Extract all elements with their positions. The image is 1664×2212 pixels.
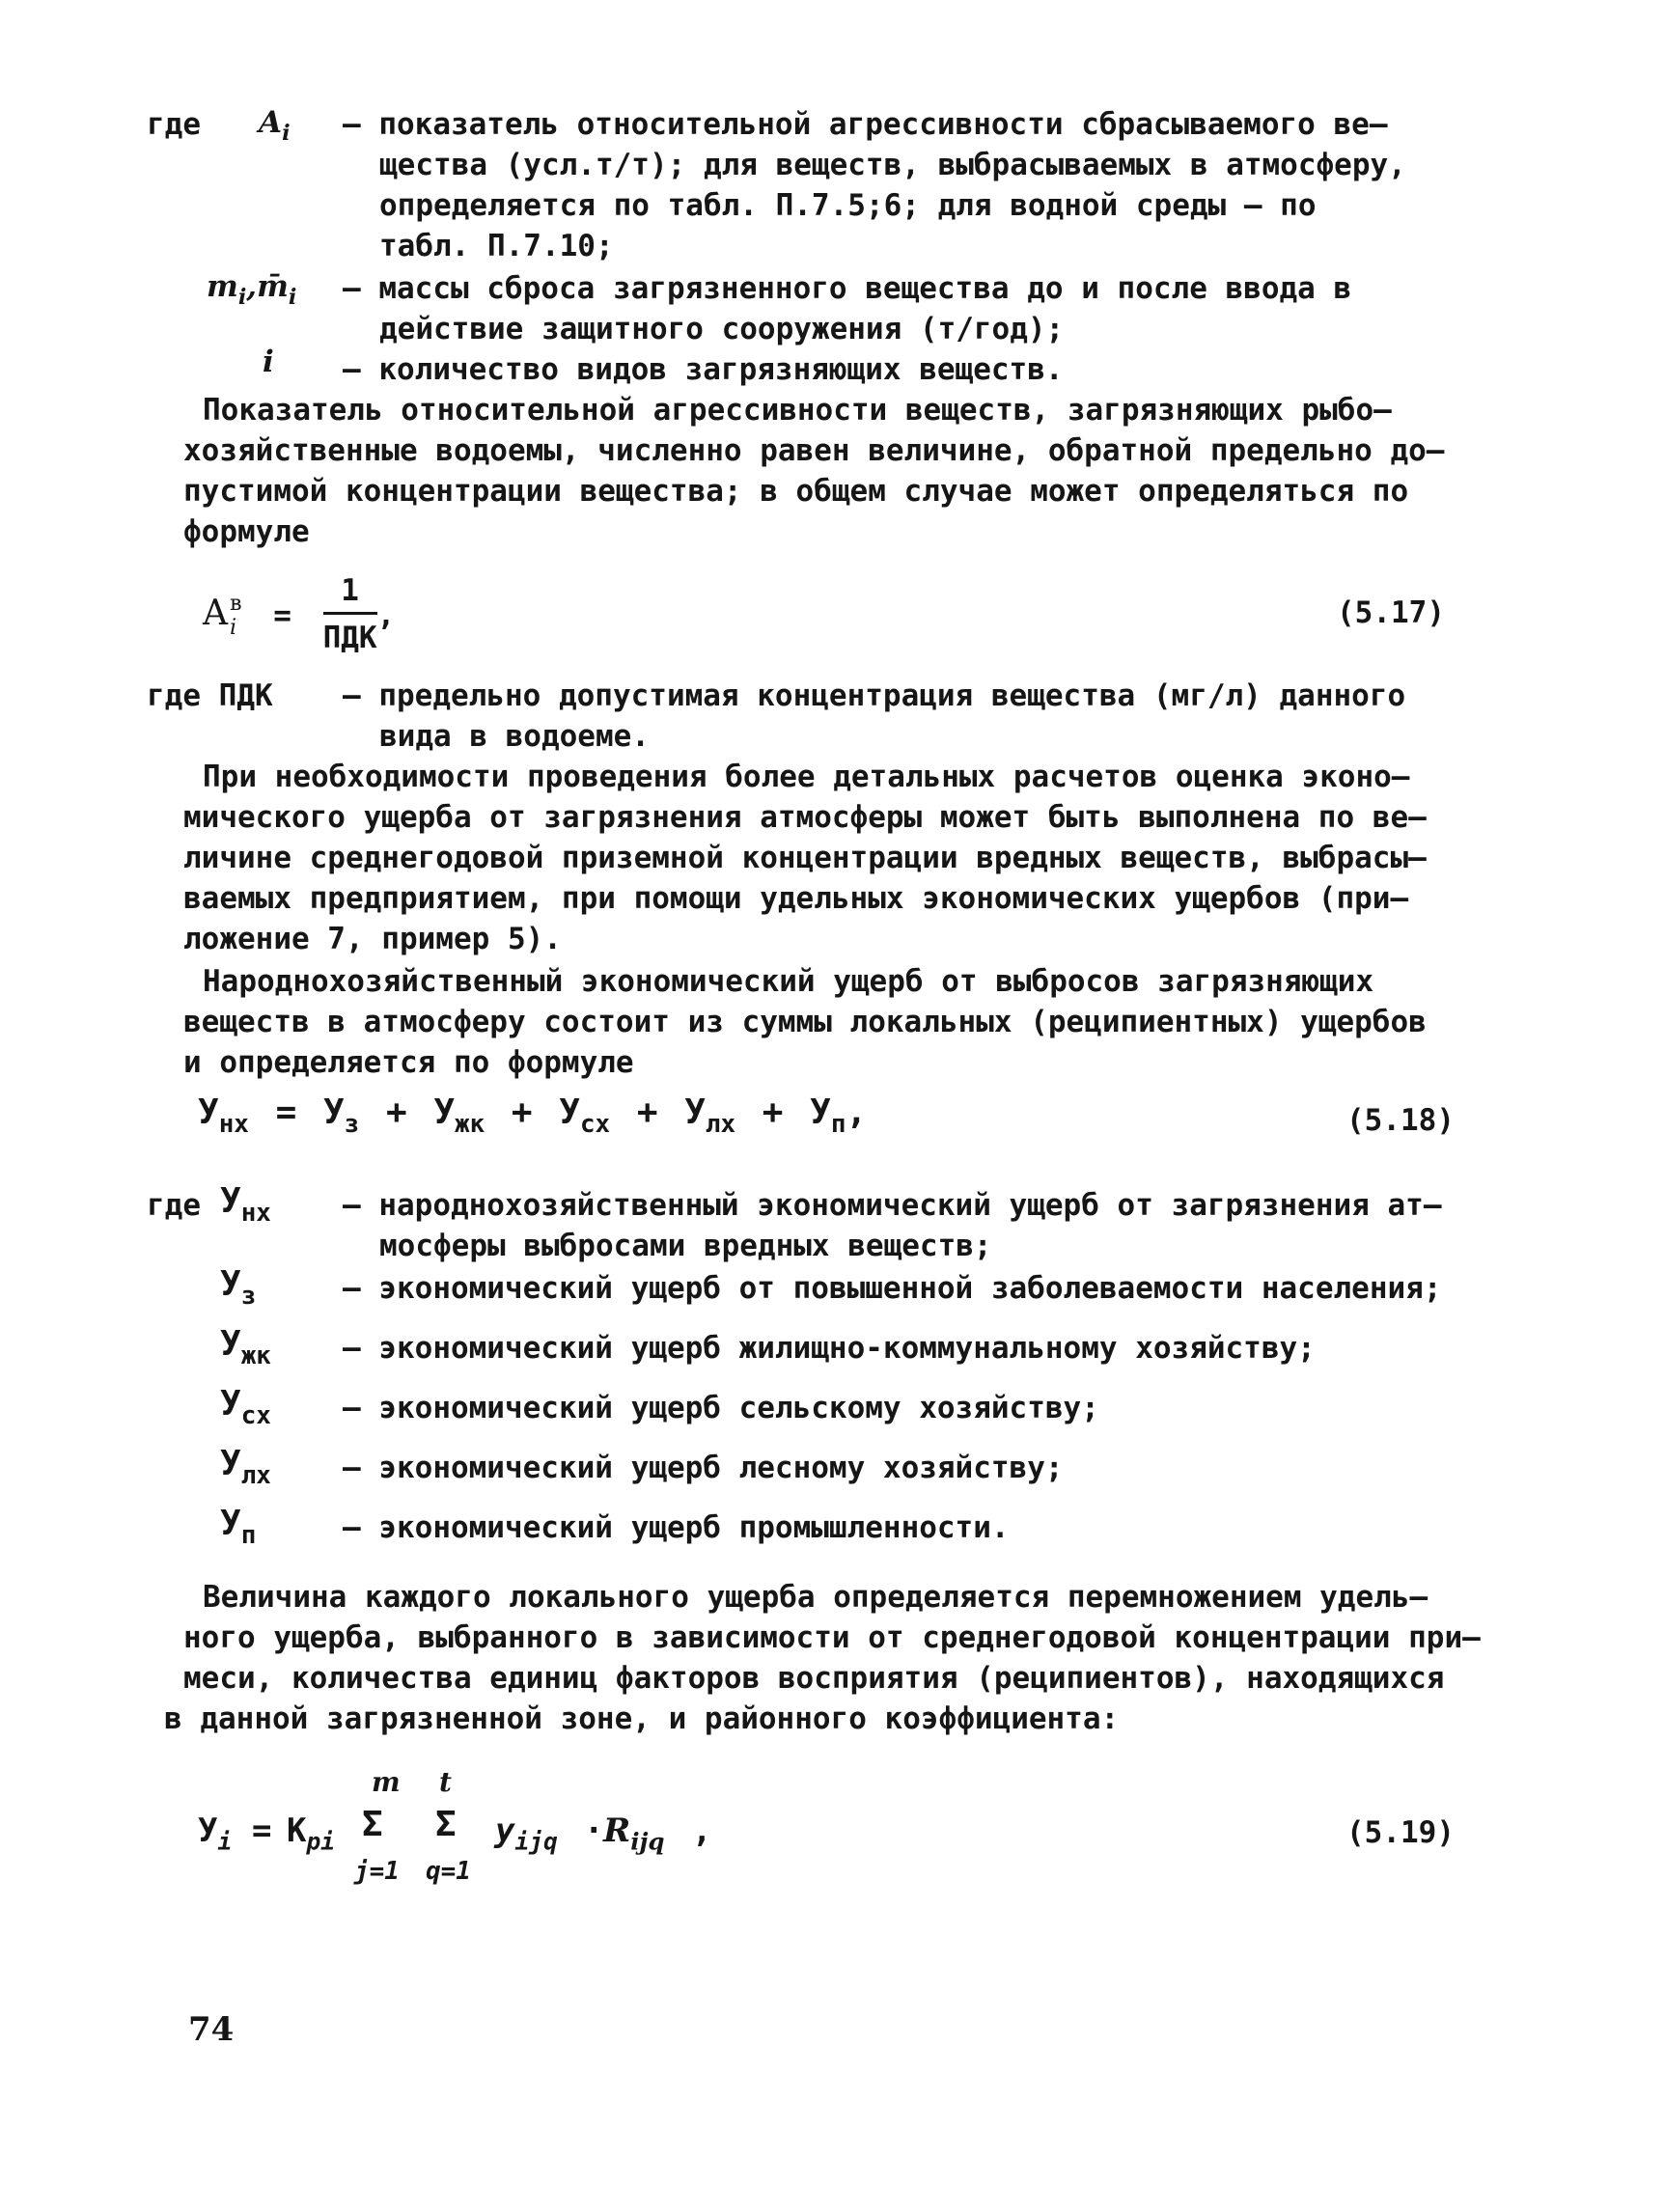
paragraph-line: мического ущерба от загрязнения атмосферы может быть выполнена по ве– [183, 800, 1427, 835]
eq-equals: = [252, 1811, 272, 1850]
eq-y-term: $y_{ijq}$ [495, 1811, 558, 1856]
def-line: – экономический ущерб промышленности. [343, 1510, 1010, 1545]
paragraph-line: При необходимости проведения более детальных расчетов оценка эконо– [203, 760, 1410, 794]
eq-operator: + [511, 1092, 533, 1132]
def-line: – предельно допустимая концентрация вещества (мг/л) данного [343, 678, 1406, 713]
def-line: табл. П.7.10; [379, 229, 614, 263]
def-line: – народнохозяйственный экономический ущерб от загрязнения ат– [343, 1188, 1442, 1223]
fraction-denominator: ПДК [322, 621, 377, 655]
symbol-u-sh: $У_{сх}$ [220, 1384, 271, 1431]
def-line: – экономический ущерб сельскому хозяйству; [343, 1391, 1099, 1425]
def-line: мосферы выбросами вредных веществ; [379, 1229, 992, 1263]
sum-lower-limit: j=1 [354, 1857, 400, 1886]
paragraph-line: в данной загрязненной зоне, и районного коэффициента: [164, 1701, 1120, 1736]
def-line: вида в водоеме. [379, 719, 650, 754]
eq-term: $У_{лх}$ [684, 1092, 736, 1140]
equation-5-18 [198, 1092, 867, 1145]
eq-dot: · [584, 1811, 604, 1850]
eq-operator: + [636, 1092, 658, 1132]
paragraph-line: и определяется по формуле [183, 1045, 634, 1080]
sum-upper-limit: t [439, 1766, 452, 1798]
def-line: – количество видов загрязняющих веществ. [343, 352, 1064, 387]
def-line: действие защитного сооружения (т/год); [379, 312, 1065, 346]
paragraph-line: меси, количества единиц факторов восприятия (реципиентов), находящихся [183, 1661, 1445, 1696]
def-line: – экономический ущерб жилищно-коммунальному хозяйству; [343, 1331, 1316, 1366]
fraction [323, 569, 377, 661]
paragraph-line: ного ущерба, выбранного в зависимости от среднегодовой концентрации при– [183, 1620, 1481, 1655]
eq-tail: , [376, 597, 396, 633]
paragraph-line: Величина каждого локального ущерба определяется перемножением удель– [203, 1580, 1428, 1615]
eq-k: $К_{рi}$ [287, 1811, 335, 1856]
eq-lhs: $У_i$ [198, 1811, 233, 1856]
paragraph-line: хозяйственные водоемы, численно равен величине, обратной предельно до– [183, 433, 1445, 468]
def-line: – массы сброса загрязненного вещества до и после ввода в [343, 271, 1352, 306]
equation-label-5-19: (5.19) [1346, 1815, 1455, 1850]
paragraph-line: ложение 7, пример 5). [183, 922, 562, 956]
eq-operator: , [846, 1092, 868, 1132]
equation-5-17 [203, 569, 395, 676]
paragraph-2 [183, 757, 1427, 959]
symbol-u-lh: $У_{лх}$ [220, 1444, 271, 1491]
where-label: где [147, 107, 201, 142]
sum-lower-limit: q=1 [426, 1857, 471, 1886]
paragraph-line: пустимой концентрации вещества; в общем случае может определяться по [183, 474, 1409, 509]
symbol-i: i [263, 345, 274, 379]
fraction-numerator: 1 [323, 569, 377, 615]
eq-term: $У_з$ [322, 1092, 360, 1140]
paragraph-line: формуле [183, 514, 310, 549]
eq-r-term: $R_{ijq}$ [603, 1811, 665, 1856]
eq-term: $У_{жк}$ [433, 1092, 485, 1140]
def-line: щества (усл.т/т); для веществ, выбрасываемых в атмосферу, [379, 148, 1406, 182]
paragraph-line: веществ в атмосферу состоит из суммы локальных (реципиентных) ущербов [183, 1005, 1427, 1039]
page-number: 74 [188, 2010, 235, 2049]
symbol-m-i: $m_i,m̄_i$ [207, 269, 297, 310]
paragraph-line: личине среднегодовой приземной концентрации вредных веществ, выбрасы– [183, 841, 1427, 875]
paragraph-line: Народнохозяйственный экономический ущерб от выбросов загрязняющих [203, 964, 1374, 999]
paragraph-line: Показатель относительной агрессивности веществ, загрязняющих рыбо– [203, 393, 1392, 428]
eq-operator: + [762, 1092, 784, 1132]
def-line: – экономический ущерб от повышенной заболеваемости населения; [343, 1271, 1442, 1306]
paragraph-line: ваемых предприятием, при помощи удельных экономических ущербов (при– [183, 881, 1409, 916]
eq-term: $У_{сх}$ [559, 1092, 611, 1140]
equation-label-5-18: (5.18) [1346, 1103, 1455, 1138]
eq-operator: = [275, 1092, 297, 1132]
paragraph-1 [183, 390, 1444, 552]
eq-term: $У_п$ [810, 1092, 846, 1140]
symbol-u-zhk: $У_{жк}$ [220, 1324, 271, 1371]
paragraph-3 [183, 961, 1427, 1083]
symbol-u-p: $У_п$ [220, 1504, 257, 1551]
paragraph-4 [164, 1577, 1481, 1739]
eq-operator: + [385, 1092, 407, 1132]
def-line: – экономический ущерб лесному хозяйству; [343, 1451, 1064, 1485]
equation-label-5-17: (5.17) [1337, 595, 1445, 630]
where-label: где ПДК [147, 678, 273, 713]
eq-tail: , [692, 1811, 712, 1850]
symbol-u-z: $У_з$ [220, 1264, 257, 1312]
eq-equals: = [273, 597, 291, 633]
eq-term: $У_{нх}$ [198, 1092, 249, 1140]
where-label: где [147, 1188, 201, 1223]
symbol-u-nh: $У_{нх}$ [220, 1181, 271, 1229]
sum-upper-limit: m [372, 1766, 401, 1798]
sigma-symbol: Σ [362, 1805, 383, 1844]
sigma-symbol: Σ [435, 1805, 457, 1844]
def-line: – показатель относительной агрессивности сбрасываемого ве– [343, 107, 1388, 142]
symbol-a-i: $A_i$ [259, 105, 291, 146]
def-line: определяется по табл. П.7.5;6; для водной среды – по [379, 188, 1317, 223]
eq-lhs: A в i [203, 590, 242, 640]
